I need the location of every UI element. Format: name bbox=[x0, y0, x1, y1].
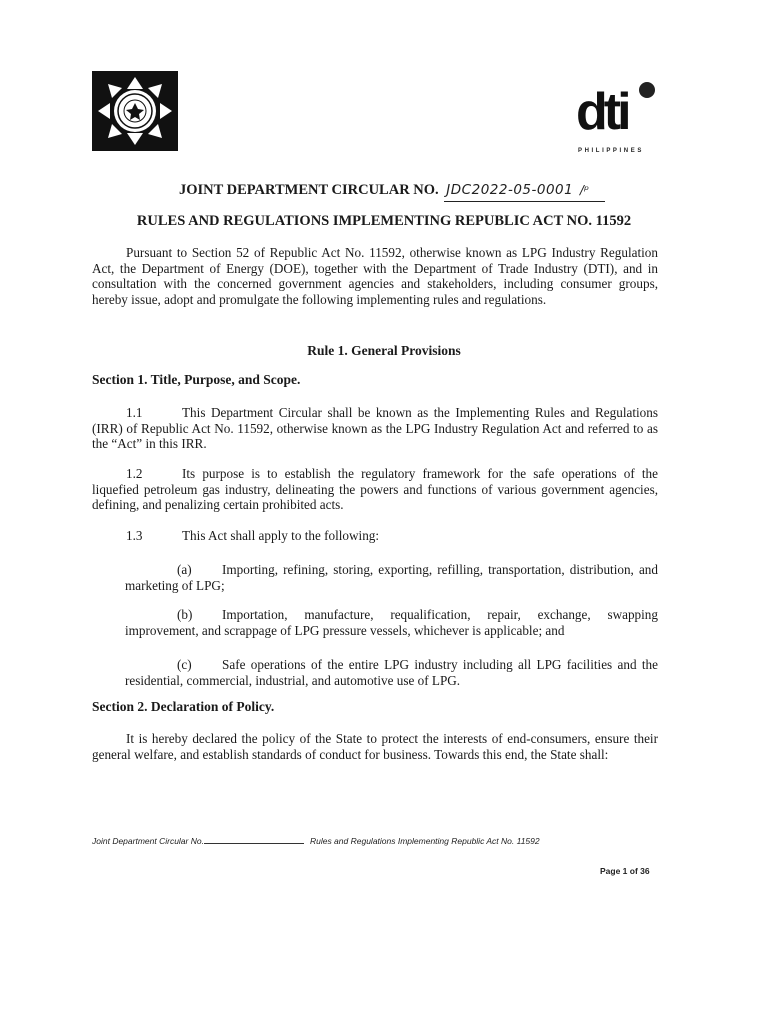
dti-badge-icon bbox=[639, 82, 655, 98]
item-number: 1.2 bbox=[126, 466, 143, 481]
section1-item bbox=[92, 528, 658, 544]
page-footer bbox=[92, 836, 540, 846]
dti-logo-subtitle: PHILIPPINES bbox=[578, 148, 644, 154]
page-number: Page 1 of 36 bbox=[600, 866, 650, 876]
circular-label: JOINT DEPARTMENT CIRCULAR NO. bbox=[178, 182, 439, 198]
circular-number: JDC2022-05-0001 bbox=[446, 182, 574, 198]
footer-left-label: Joint Department Circular No. bbox=[92, 836, 204, 846]
circular-number-underline bbox=[444, 201, 605, 202]
handwritten-initial-icon: /ᵖ bbox=[579, 183, 590, 197]
item-text: This Act shall apply to the following: bbox=[182, 528, 380, 543]
item-number: 1.3 bbox=[126, 528, 143, 543]
dti-logo-wordmark: dti bbox=[576, 83, 628, 141]
circular-number-field bbox=[446, 182, 589, 199]
section2-paragraph: It is hereby declared the policy of the State to protect the interests of end-consumers, ensure their general welfare, and establish standards of conduct for business. Towards this end, the State shall: bbox=[92, 731, 658, 762]
doe-seal-logo bbox=[92, 71, 178, 151]
subitem-text: Safe operations of the entire LPG industry including all LPG facilities and the residential, commercial, industrial, and automotive use of LPG. bbox=[125, 657, 658, 688]
subitem-letter: (c) bbox=[177, 657, 192, 672]
subitem-text: Importing, refining, storing, exporting, refilling, transportation, distribution, and marketing of LPG; bbox=[125, 562, 658, 593]
section1-subitem bbox=[125, 562, 658, 593]
footer-right-label: Rules and Regulations Implementing Republic Act No. 11592 bbox=[309, 836, 540, 846]
document-title: RULES AND REGULATIONS IMPLEMENTING REPUBLIC ACT NO. 11592 bbox=[136, 213, 632, 229]
section1-item bbox=[92, 466, 658, 513]
section1-subitem bbox=[125, 607, 658, 638]
subitem-letter: (b) bbox=[177, 607, 193, 622]
subitem-text: Importation, manufacture, requalification, repair, exchange, swapping improvement, and scrappage of LPG pressure vessels, whichever is applicable; and bbox=[125, 607, 658, 638]
section1-subitem bbox=[125, 657, 658, 688]
subitem-letter: (a) bbox=[177, 562, 192, 577]
item-text: Its purpose is to establish the regulatory framework for the safe operations of the liquefied petroleum gas industry, delineating the powers and functions of various government agencies, defining, and penalizing certain prohibited acts. bbox=[92, 466, 658, 512]
intro-paragraph: Pursuant to Section 52 of Republic Act No. 11592, otherwise known as LPG Industry Regulation Act, the Department of Energy (DOE), together with the Department of Trade Industry (DTI), and in consultation with the concerned government agencies and stakeholders, including consumer groups, hereby issue, adopt and promulgate the following implementing rules and regulations. bbox=[92, 245, 658, 307]
section2-title: Section 2. Declaration of Policy. bbox=[92, 699, 275, 714]
item-text: This Department Circular shall be known as the Implementing Rules and Regulations (IRR) of Republic Act No. 11592, otherwise known as the LPG Industry Regulation Act and referred to as the “Act” in this IRR. bbox=[92, 405, 658, 451]
section1-item bbox=[92, 405, 658, 452]
section1-title: Section 1. Title, Purpose, and Scope. bbox=[92, 372, 301, 387]
rule-title: Rule 1. General Provisions bbox=[307, 343, 461, 358]
circular-heading bbox=[0, 182, 768, 199]
seal-graphic bbox=[92, 71, 178, 151]
item-number: 1.1 bbox=[126, 405, 143, 420]
dti-logo bbox=[574, 80, 660, 160]
footer-blank-line bbox=[204, 843, 304, 844]
